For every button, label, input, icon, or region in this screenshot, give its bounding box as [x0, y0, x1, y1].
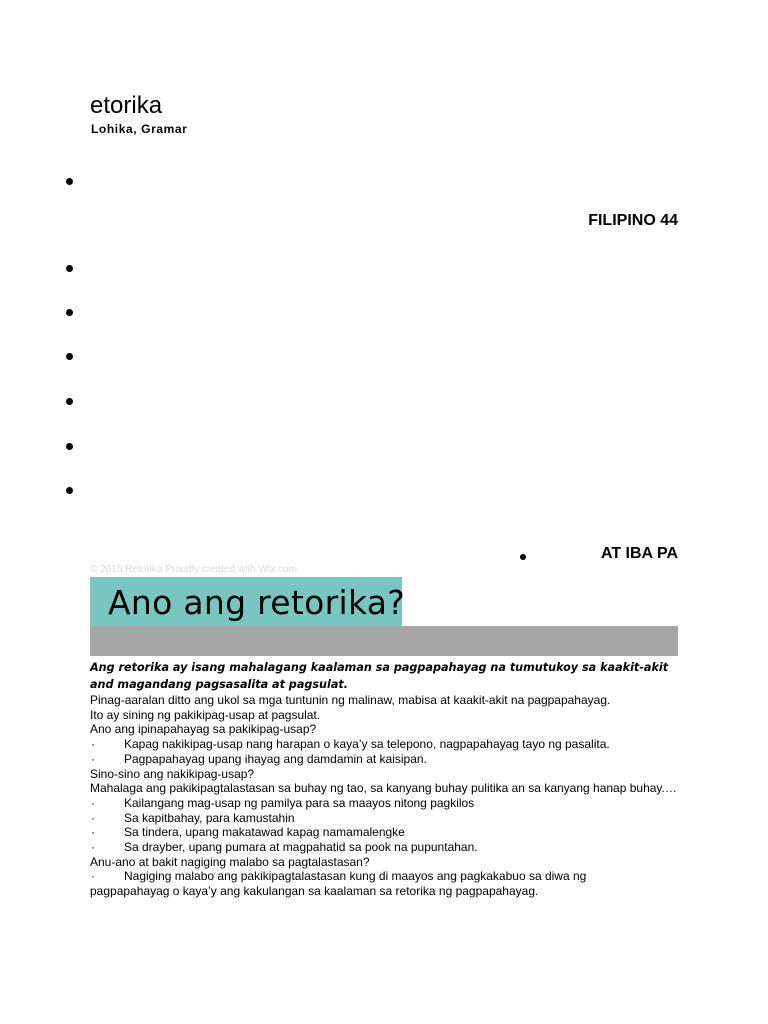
intro-paragraph: Ang retorika ay isang mahalagang kaalaman sa pagpapahayag na tumutukoy sa kaakit-akit and magandang pagsasalita at pagsulat.: [90, 661, 669, 691]
bullet-dot: ·: [91, 840, 95, 855]
bullet-dot: ·: [91, 810, 95, 825]
article-body: [90, 659, 680, 899]
list-item-text: Kailangang mag-usap ng pamilya para sa maayos nitong pagkilos: [124, 795, 475, 810]
list-item-text: Sa drayber, upang pumara at magpahatid sa pook na pupuntahan.: [124, 840, 478, 855]
nav-bullet-2[interactable]: [66, 265, 73, 272]
question: Sino-sino ang nakikipag-usap?: [90, 766, 255, 781]
list-item: [90, 869, 680, 884]
bullet-dot: ·: [91, 795, 95, 810]
list-item-continuation: pagpapahayag o kaya’y ang kakulangan sa kaalaman sa retorika ng pagpapahayag.: [90, 884, 539, 899]
list-item-text: Sa tindera, upang makatawad kapag namamalengke: [124, 825, 405, 840]
nav-bullet-1[interactable]: [66, 178, 73, 185]
nav-bullet-6[interactable]: [66, 443, 73, 450]
nav-bullet-7[interactable]: [66, 487, 73, 494]
list-item: [90, 840, 680, 855]
bullet-dot: ·: [91, 751, 95, 766]
paragraph: Mahalaga ang pakikipagtalastasan sa buhay ng tao, sa kanyang buhay pulitika an sa kanyang hanap buhay.…: [90, 781, 677, 796]
list-item: [90, 752, 680, 767]
list-item: [90, 811, 680, 826]
site-title[interactable]: etorika: [90, 92, 163, 119]
question: Ano ang ipinapahayag sa pakikipag-usap?: [90, 722, 317, 737]
list-item-text: Sa kapitbahay, para kamustahin: [124, 810, 295, 825]
list-item: [90, 825, 680, 840]
etc-link[interactable]: AT IBA PA: [600, 545, 678, 562]
gray-bar: [90, 626, 678, 656]
list-item-text: Kapag nakikipag-usap nang harapan o kaya’y sa telepono, nagpapahayag tayo ng pasalita.: [124, 737, 610, 752]
bullet-dot: ·: [91, 737, 95, 752]
site-subtitle: Lohika, Gramar: [91, 122, 188, 136]
bullet-dot: ·: [91, 825, 95, 840]
nav-bullet-4[interactable]: [66, 353, 73, 360]
nav-bullet-3[interactable]: [66, 309, 73, 316]
nav-bullet-5[interactable]: [66, 398, 73, 405]
bullet-dot: ·: [91, 869, 95, 884]
list-item: [90, 737, 680, 752]
list-item-text: Nagiging malabo ang pakikipagtalastasan kung di maayos ang pagkakabuo sa diwa ng: [124, 869, 587, 884]
list-item: [90, 796, 680, 811]
list-item-text: Pagpapahayag upang ihayag ang damdamin at kaisipan.: [124, 751, 427, 766]
paragraph: Pinag-aaralan ditto ang ukol sa mga tuntunin ng malinaw, mabisa at kaakit-akit na pagpapahayag.: [90, 693, 611, 707]
page-heading: Ano ang retorika?: [108, 583, 406, 622]
question: Anu-ano at bakit nagiging malabo sa pagtalastasan?: [90, 854, 370, 869]
copyright-text: © 2015 Retorika Proudly created with Wix.com: [90, 564, 297, 575]
etc-bullet: [520, 554, 526, 560]
course-label[interactable]: FILIPINO 44: [588, 212, 678, 229]
paragraph: Ito ay sining ng pakikipag-usap at pagsulat.: [90, 707, 321, 722]
